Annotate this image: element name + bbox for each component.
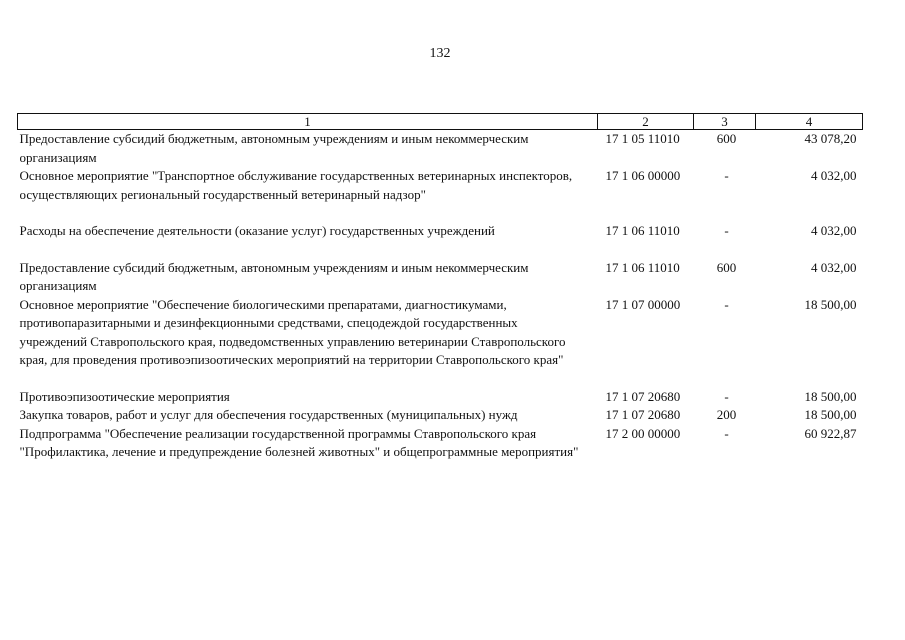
row-amount: 4 032,00 bbox=[811, 223, 857, 238]
row-type: - bbox=[724, 168, 729, 183]
header-row bbox=[18, 114, 863, 130]
budget-table bbox=[17, 113, 863, 462]
page-number: 132 bbox=[429, 46, 451, 61]
table-row bbox=[18, 222, 863, 259]
row-type: - bbox=[724, 388, 729, 404]
row-name: Расходы на обеспечение деятельности (оказание услуг) государственных учреждений bbox=[19, 223, 495, 238]
header-col-3: 3 bbox=[694, 114, 756, 130]
row-name: Предоставление субсидий бюджетным, автономным учреждениям и иным некоммерческим организациям bbox=[19, 259, 529, 293]
table-row bbox=[18, 130, 863, 168]
row-code: 17 2 00 00000 bbox=[605, 425, 681, 441]
row-amount: 18 500,00 bbox=[804, 407, 857, 422]
row-amount: 60 922,87 bbox=[804, 425, 857, 441]
table-body bbox=[18, 130, 863, 462]
table-row bbox=[18, 259, 863, 296]
row-amount: 4 032,00 bbox=[811, 168, 857, 183]
header-col-1: 1 bbox=[18, 114, 598, 130]
row-name: Закупка товаров, работ и услуг для обеспечения государственных (муниципальных) нужд bbox=[19, 407, 518, 422]
row-type: 600 bbox=[716, 131, 737, 146]
row-name: Предоставление субсидий бюджетным, автономным учреждениям и иным некоммерческим организациям bbox=[19, 131, 529, 165]
row-code: 17 1 07 00000 bbox=[605, 296, 681, 312]
table-row bbox=[18, 425, 863, 462]
row-amount: 18 500,00 bbox=[804, 388, 857, 404]
row-type: 200 bbox=[716, 407, 737, 422]
row-code: 17 1 06 00000 bbox=[605, 168, 681, 183]
row-code: 17 1 06 11010 bbox=[605, 223, 680, 238]
table-row bbox=[18, 406, 863, 425]
row-type: - bbox=[724, 425, 729, 441]
row-code: 17 1 06 11010 bbox=[605, 259, 680, 275]
header-col-4: 4 bbox=[756, 114, 863, 130]
row-name: Основное мероприятие "Обеспечение биологическими препаратами, диагностикумами, противопаразитарными и дезинфекционными средствами, спецодеждой государственных учреждений Ставропольского края, подведомственных управлению ветеринарии Ставропольского края, для проведения противоэпизоотических мероприятий на территории Ставропольского края" bbox=[19, 296, 566, 367]
row-code: 17 1 05 11010 bbox=[605, 131, 680, 146]
row-code: 17 1 07 20680 bbox=[605, 407, 681, 422]
table-row bbox=[18, 296, 863, 388]
row-name: Противоэпизоотические мероприятия bbox=[19, 388, 230, 404]
table-header bbox=[18, 114, 863, 130]
table-row bbox=[18, 388, 863, 407]
row-amount: 43 078,20 bbox=[804, 131, 857, 146]
row-name: Подпрограмма "Обеспечение реализации государственной программы Ставропольского края "Профилактика, лечение и предупреждение болезней животных" и общепрограммные мероприятия" bbox=[19, 425, 579, 459]
row-amount: 18 500,00 bbox=[804, 296, 857, 312]
row-type: - bbox=[724, 223, 729, 238]
row-amount: 4 032,00 bbox=[811, 259, 857, 275]
row-name: Основное мероприятие "Транспортное обслуживание государственных ветеринарных инспекторов, осуществляющих региональный государственный ветеринарный надзор" bbox=[19, 168, 573, 202]
row-code: 17 1 07 20680 bbox=[605, 388, 681, 404]
header-col-2: 2 bbox=[598, 114, 694, 130]
row-type: - bbox=[724, 296, 729, 312]
row-type: 600 bbox=[716, 259, 737, 275]
table-row bbox=[18, 167, 863, 222]
